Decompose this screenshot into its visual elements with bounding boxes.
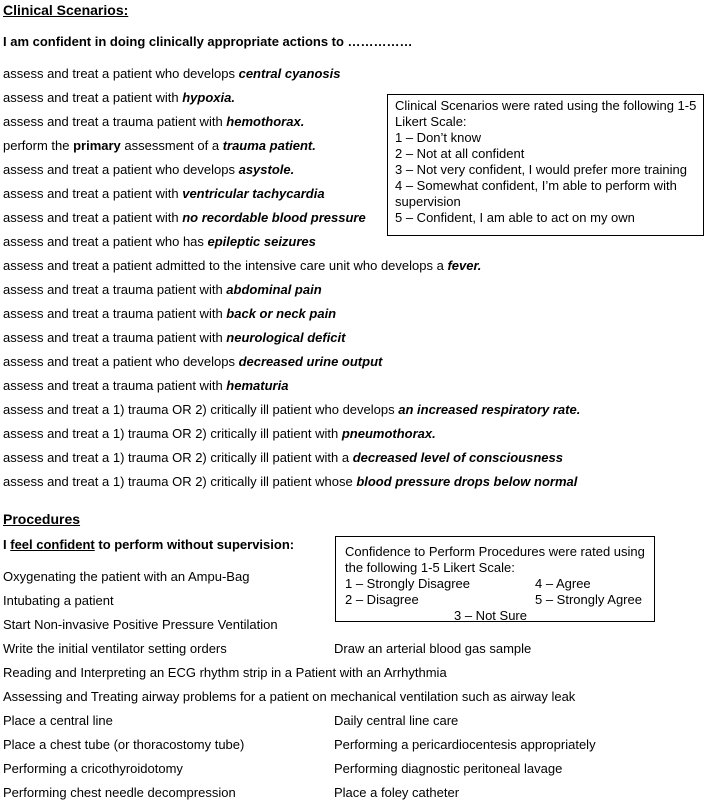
likert-option: 2 – Disagree [345,592,419,607]
likert-box-line: 3 – Not very confident, I would prefer more training [395,162,687,177]
procedure-item: Start Non-invasive Positive Pressure Ventilation [3,617,278,632]
list-item: assess and treat a 1) trauma OR 2) critically ill patient with pneumothorax. [3,426,436,441]
likert-option: 1 – Strongly Disagree [345,576,471,591]
procedures-intro: I feel confident to perform without supervision: [3,537,295,552]
procedure-item: Draw an arterial blood gas sample [334,641,532,656]
list-item: assess and treat a patient with hypoxia. [3,90,235,105]
likert-box-line: 4 – Somewhat confident, I’m able to perform with [395,178,677,193]
list-item: assess and treat a patient admitted to the intensive care unit who develops a fever. [3,258,482,273]
list-item: assess and treat a 1) trauma OR 2) critically ill patient whose blood pressure drops below normal [3,474,578,489]
list-item: assess and treat a patient who develops decreased urine output [3,354,383,369]
procedure-item: Performing a pericardiocentesis appropriately [334,737,596,752]
list-item: assess and treat a trauma patient with abdominal pain [3,282,322,297]
list-item: assess and treat a trauma patient with neurological deficit [3,330,346,345]
list-item: assess and treat a trauma patient with hematuria [3,378,289,393]
list-item: assess and treat a patient with no recordable blood pressure [3,210,366,225]
list-item: assess and treat a 1) trauma OR 2) critically ill patient with a decreased level of consciousness [3,450,563,465]
list-item: assess and treat a patient who develops asystole. [3,162,295,177]
procedure-item: Place a central line [3,713,113,728]
procedure-item: Place a foley catheter [334,785,460,800]
procedures-likert-box [335,536,655,622]
likert-option: 3 – Not Sure [454,608,527,623]
likert-box-line: the following 1-5 Likert Scale: [345,560,515,575]
procedure-item: Performing diagnostic peritoneal lavage [334,761,563,776]
procedure-item: Place a chest tube (or thoracostomy tube) [3,737,245,752]
likert-box-line: Clinical Scenarios were rated using the following 1-5 [395,98,697,113]
likert-box-line: 1 – Don’t know [395,130,481,145]
likert-box-line: Confidence to Perform Procedures were rated using [345,544,645,559]
procedure-item: Daily central line care [334,713,459,728]
likert-option: 4 – Agree [535,576,591,591]
likert-option: 5 – Strongly Agree [535,592,642,607]
list-item: assess and treat a trauma patient with back or neck pain [3,306,337,321]
procedure-item: Intubating a patient [3,593,114,608]
list-item: perform the primary assessment of a trauma patient. [3,138,316,153]
list-item: assess and treat a trauma patient with hemothorax. [3,114,305,129]
list-item: assess and treat a patient who develops central cyanosis [3,66,341,81]
procedure-item: Oxygenating the patient with an Ampu-Bag [3,569,250,584]
procedure-item: Reading and Interpreting an ECG rhythm strip in a Patient with an Arrhythmia [3,665,447,680]
procedure-item: Performing a cricothyroidotomy [3,761,183,776]
likert-box-line: 5 – Confident, I am able to act on my own [395,210,635,225]
clinical-intro: I am confident in doing clinically appropriate actions to …………… [3,34,413,49]
list-item: assess and treat a patient who has epileptic seizures [3,234,316,249]
list-item: assess and treat a patient with ventricular tachycardia [3,186,325,201]
procedure-item: Write the initial ventilator setting orders [3,641,227,656]
likert-box-line: 2 – Not at all confident [395,146,525,161]
clinical-likert-box [387,94,704,236]
list-item: assess and treat a 1) trauma OR 2) critically ill patient who develops an increased respiratory rate. [3,402,581,417]
likert-box-line: supervision [395,194,461,209]
likert-box-line: Likert Scale: [395,114,467,129]
procedure-item: Performing chest needle decompression [3,785,236,800]
clinical-heading: Clinical Scenarios: [3,2,129,18]
procedures-heading: Procedures [3,511,81,527]
procedure-item: Assessing and Treating airway problems for a patient on mechanical ventilation such as airway leak [3,689,576,704]
